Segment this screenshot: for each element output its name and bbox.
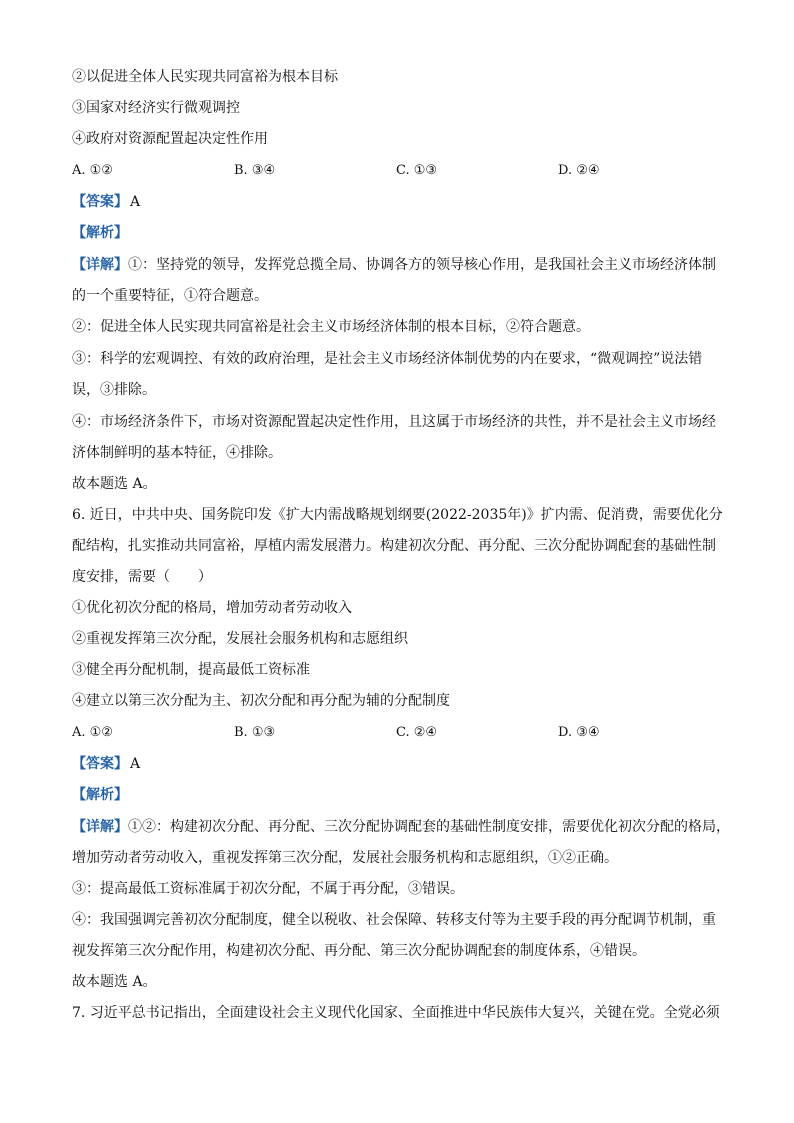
detail-label: 【详解】 <box>72 257 128 273</box>
q6-stem-line-2: 配结构，扎实推动共同富裕，厚植内需发展潜力。构建初次分配、再分配、三次分配协调配套的基础性制 <box>72 538 716 554</box>
q5-detail-text-1: ①：坚持党的领导，发挥党总揽全局、协调各方的领导核心作用，是我国社会主义市场经济体制 <box>128 257 716 273</box>
q6-options <box>72 724 732 742</box>
q6-detail-line-2: 增加劳动者劳动收入，重视发挥第三次分配，发展社会服务机构和志愿组织，①②正确。 <box>72 850 618 866</box>
q5-detail-line-2: 的一个重要特征，①符合题意。 <box>72 288 268 304</box>
q6-detail-line-4: ④：我国强调完善初次分配制度，健全以税收、社会保障、转移支付等为主要手段的再分配调节机制，重 <box>72 912 716 928</box>
q6-item-3: ③健全再分配机制，提高最低工资标准 <box>72 662 310 678</box>
answer-label: 【答案】 <box>72 194 128 210</box>
q6-detail-text-1: ①②：构建初次分配、再分配、三次分配协调配套的基础性制度安排，需要优化初次分配的格局， <box>128 819 730 835</box>
q6-item-4: ④建立以第三次分配为主、初次分配和再分配为辅的分配制度 <box>72 693 450 709</box>
q5-detail-line-3: ②：促进全体人民实现共同富裕是社会主义市场经济体制的根本目标，②符合题意。 <box>72 319 590 335</box>
q5-option-a: A. ①② <box>72 163 113 178</box>
q6-option-a: A. ①② <box>72 725 113 740</box>
q5-analysis <box>72 224 732 242</box>
answer-value: A <box>130 194 141 210</box>
q6-option-d: D. ③④ <box>558 725 600 740</box>
analysis-label: 【解析】 <box>72 225 128 241</box>
q5-conclusion: 故本题选 A。 <box>72 476 157 492</box>
q6-conclusion: 故本题选 A。 <box>72 974 157 990</box>
q6-option-b: B. ①③ <box>234 725 276 740</box>
q6-option-c: C. ②④ <box>396 725 438 740</box>
q6-detail-line-3: ③：提高最低工资标准属于初次分配，不属于再分配，③错误。 <box>72 881 464 897</box>
q5-item-4: ④政府对资源配置起决定性作用 <box>72 131 268 147</box>
q5-item-2: ②以促进全体人民实现共同富裕为根本目标 <box>72 69 338 85</box>
q6-item-1: ①优化初次分配的格局，增加劳动者劳动收入 <box>72 600 352 616</box>
q5-option-b: B. ③④ <box>234 163 276 178</box>
analysis-label: 【解析】 <box>72 787 128 803</box>
q5-option-c: C. ①③ <box>396 163 438 178</box>
q6-item-2: ②重视发挥第三次分配，发展社会服务机构和志愿组织 <box>72 631 408 647</box>
q6-analysis <box>72 786 732 804</box>
q7-stem-line-1: 7. 习近平总书记指出，全面建设社会主义现代化国家、全面推进中华民族伟大复兴，关键在党。全党必须 <box>72 1005 720 1021</box>
q5-options <box>72 162 732 180</box>
q5-option-d: D. ②④ <box>558 163 600 178</box>
q6-answer <box>72 755 732 773</box>
q5-detail-line-7: 济体制鲜明的基本特征，④排除。 <box>72 445 282 461</box>
q5-detail-line-5: 误，③排除。 <box>72 382 156 398</box>
q5-detail-line-4: ③：科学的宏观调控、有效的政府治理，是社会主义市场经济体制优势的内在要求，“微观调控”说法错 <box>72 351 703 367</box>
detail-label: 【详解】 <box>72 819 128 835</box>
q6-detail-line-1 <box>72 818 732 836</box>
q6-detail-line-5: 视发挥第三次分配作用，构建初次分配、再分配、第三次分配协调配套的制度体系，④错误。 <box>72 943 646 959</box>
q6-stem-line-3: 度安排，需要（ ） <box>72 569 212 585</box>
answer-value: A <box>130 756 141 772</box>
q5-detail-line-6: ④：市场经济条件下，市场对资源配置起决定性作用，且这属于市场经济的共性，并不是社会主义市场经 <box>72 414 716 430</box>
q6-stem-line-1: 6. 近日，中共中央、国务院印发《扩大内需战略规划纲要(2022-2035年)》扩内需、促消费，需要优化分 <box>72 507 723 523</box>
q5-detail-line-1 <box>72 256 732 274</box>
q5-item-3: ③国家对经济实行微观调控 <box>72 100 240 116</box>
q5-answer <box>72 193 732 211</box>
answer-label: 【答案】 <box>72 756 128 772</box>
